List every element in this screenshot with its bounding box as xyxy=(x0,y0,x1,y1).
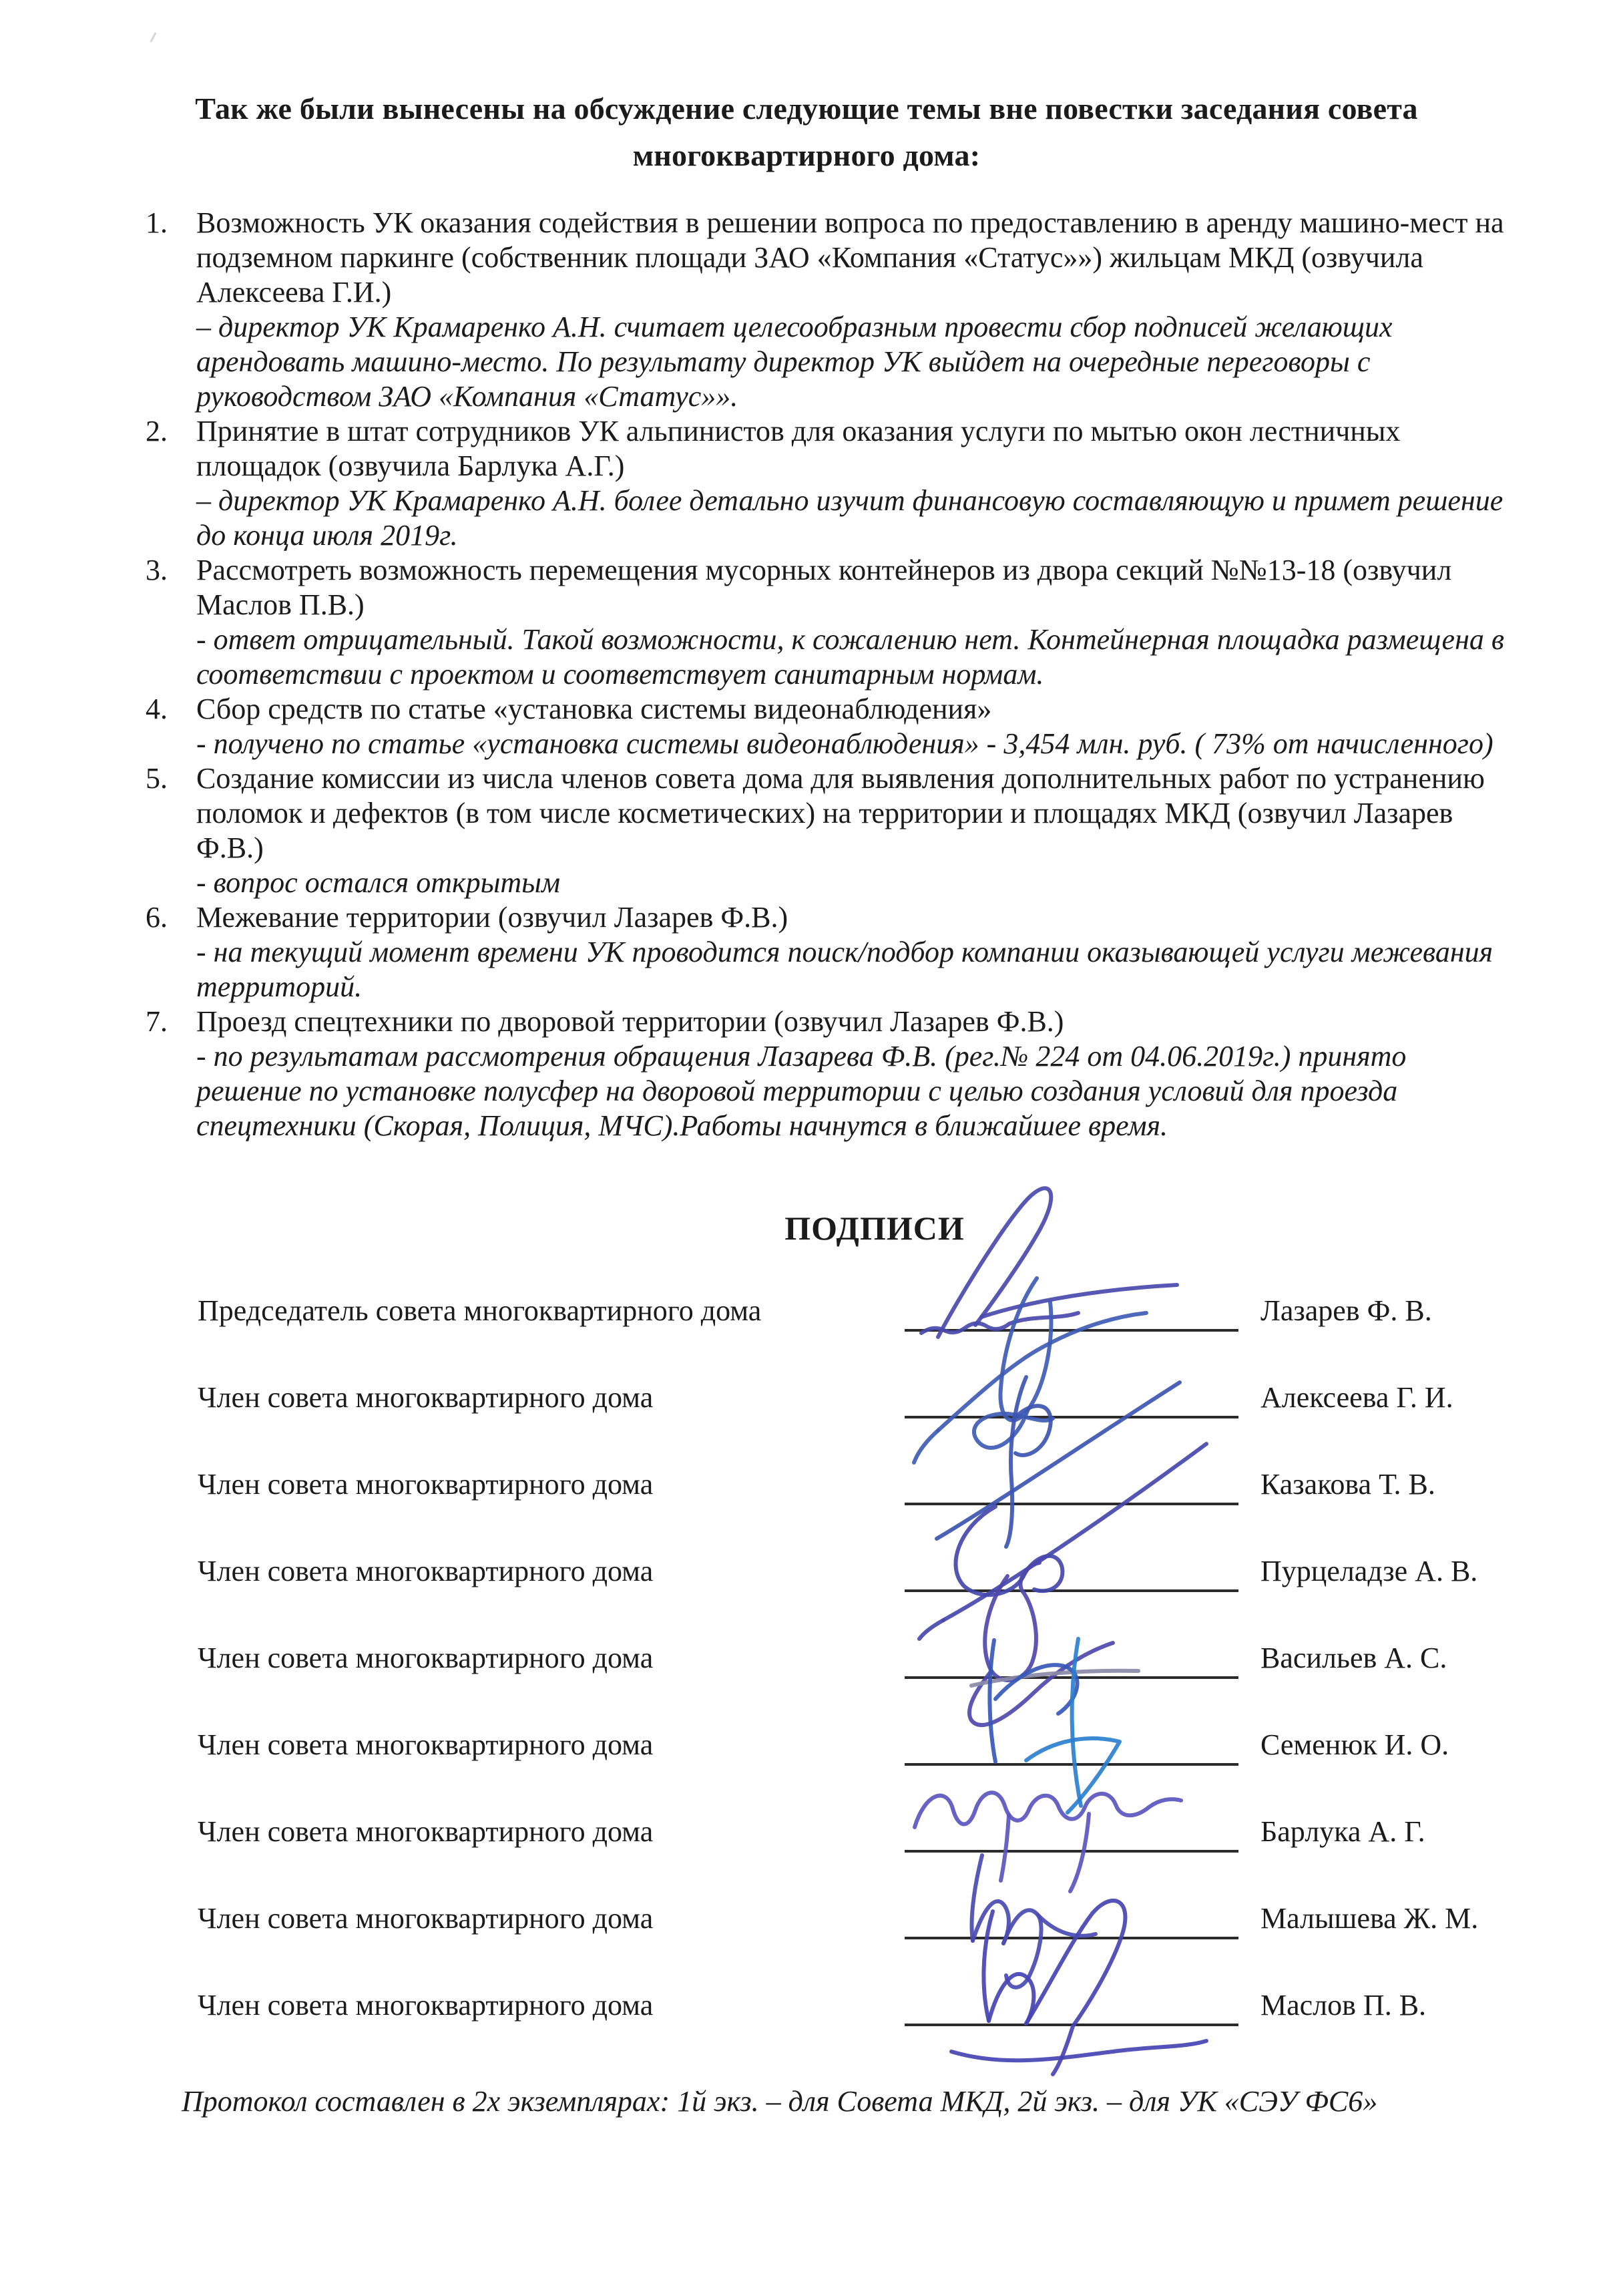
agenda-item xyxy=(146,761,1518,900)
agenda-item-response: - по результатам рассмотрения обращения Лазарева Ф.В. (рег.№ 224 от 04.06.2019г.) принято решение по установке полусфер на дворовой территории с целью создания условий для проезда спецтехники (Скорая, Полиция, МЧС).Работы начнутся в ближайшее время. xyxy=(196,1040,1407,1142)
signature-line xyxy=(905,1763,1238,1766)
signature-line xyxy=(905,1416,1238,1418)
agenda-item xyxy=(146,900,1518,1004)
agenda-item-text: Создание комиссии из числа членов совета дома для выявления дополнительных работ по устранению поломок и дефектов (в том числе косметических) на территории и площадях МКД (озвучил Лазарев Ф.В.) xyxy=(196,762,1485,864)
signer-name: Маслов П. В. xyxy=(1260,1989,1427,2022)
signature-line xyxy=(905,1589,1238,1592)
agenda-item-text: Возможность УК оказания содействия в решении вопроса по предоставлению в аренду машино-мест на подземном паркинге (собственник площади ЗАО «Компания «Статус»») жильцам МКД (озвучила Алексеева Г.И.) xyxy=(196,206,1504,309)
signature-line xyxy=(905,1329,1238,1332)
signatures-heading: ПОДПИСИ xyxy=(784,1209,965,1247)
agenda-item-response: - вопрос остался открытым xyxy=(196,866,561,899)
agenda-item-response: - получено по статье «установка системы видеонаблюдения» - 3,454 млн. руб. ( 73% от начисленного) xyxy=(196,727,1493,760)
agenda-item-text: Межевание территории (озвучил Лазарев Ф.В.) xyxy=(196,901,788,934)
signature-row xyxy=(0,1439,1613,1525)
agenda-item-number: 6. xyxy=(146,901,168,934)
page-title-line2: многоквартирного дома: xyxy=(632,138,981,172)
agenda-item xyxy=(146,692,1518,761)
agenda-item-number: 1. xyxy=(146,206,168,239)
signer-role: Член совета многоквартирного дома xyxy=(198,1728,654,1761)
agenda-item-response: – директор УК Крамаренко А.Н. считает целесообразным провести сбор подписей желающих арендовать машино-место. По результату директор УК выйдет на очередные переговоры с руководством ЗАО «Компания «Статус»». xyxy=(196,311,1393,413)
page-title xyxy=(0,0,1613,179)
page-title-line1: Так же были вынесены на обсуждение следующие темы вне повестки заседания совета xyxy=(195,91,1418,126)
signer-name: Алексеева Г. И. xyxy=(1260,1381,1453,1414)
agenda-item-text: Проезд спецтехники по дворовой территории (озвучил Лазарев Ф.В.) xyxy=(196,1005,1064,1038)
signature-line xyxy=(905,1676,1238,1679)
agenda-item-text: Принятие в штат сотрудников УК альпинистов для оказания услуги по мытью окон лестничных площадок (озвучила Барлука А.Г.) xyxy=(196,415,1401,482)
signer-role: Член совета многоквартирного дома xyxy=(198,1989,654,2022)
agenda-item-response: - ответ отрицательный. Такой возможности, к сожалению нет. Контейнерная площадка размещена в соответствии с проектом и соответствует санитарным нормам. xyxy=(196,623,1505,691)
signature-row xyxy=(0,1699,1613,1786)
signer-role: Член совета многоквартирного дома xyxy=(198,1815,654,1848)
signatures-block xyxy=(0,1265,1613,2046)
signer-role: Член совета многоквартирного дома xyxy=(198,1468,654,1501)
signer-name: Семенюк И. О. xyxy=(1260,1728,1449,1761)
copies-note: Протокол составлен в 2х экземплярах: 1й экз. – для Совета МКД, 2й экз. – для УК «СЭУ ФС6» xyxy=(182,2085,1378,2118)
signature-row xyxy=(0,1352,1613,1439)
signature-line xyxy=(905,1850,1238,1853)
signature-row xyxy=(0,1265,1613,1352)
signature-line xyxy=(905,2024,1238,2026)
signature-line xyxy=(905,1937,1238,1939)
agenda-item-number: 5. xyxy=(146,762,168,795)
signer-name: Казакова Т. В. xyxy=(1260,1468,1435,1501)
agenda-item xyxy=(146,1004,1518,1143)
signer-role: Член совета многоквартирного дома xyxy=(198,1555,654,1587)
signer-role: Член совета многоквартирного дома xyxy=(198,1642,654,1674)
signer-name: Васильев А. С. xyxy=(1260,1642,1447,1674)
signature-row xyxy=(0,1873,1613,1959)
agenda-item-response: - на текущий момент времени УК проводится поиск/подбор компании оказывающей услуги межевания территорий. xyxy=(196,936,1493,1003)
agenda-item xyxy=(146,553,1518,692)
agenda-item-number: 7. xyxy=(146,1005,168,1038)
agenda-item-number: 4. xyxy=(146,693,168,725)
agenda-item-text: Сбор средств по статье «установка системы видеонаблюдения» xyxy=(196,693,992,725)
agenda-list xyxy=(0,206,1613,1143)
signer-role: Председатель совета многоквартирного дома xyxy=(198,1294,762,1327)
signer-name: Малышева Ж. М. xyxy=(1260,1902,1479,1935)
signer-role: Член совета многоквартирного дома xyxy=(198,1381,654,1414)
signature-row xyxy=(0,1525,1613,1612)
signature-row xyxy=(0,1959,1613,2046)
agenda-item-number: 2. xyxy=(146,415,168,447)
signer-name: Пурцеладзе А. В. xyxy=(1260,1555,1478,1587)
signature-row xyxy=(0,1612,1613,1699)
signer-role: Член совета многоквартирного дома xyxy=(198,1902,654,1935)
signature-line xyxy=(905,1503,1238,1505)
agenda-item xyxy=(146,414,1518,553)
signature-row xyxy=(0,1786,1613,1873)
signer-name: Лазарев Ф. В. xyxy=(1260,1294,1432,1327)
agenda-item-number: 3. xyxy=(146,554,168,586)
agenda-item-response: – директор УК Крамаренко А.Н. более детально изучит финансовую составляющую и примет решение до конца июля 2019г. xyxy=(196,484,1504,552)
signer-name: Барлука А. Г. xyxy=(1260,1815,1425,1848)
agenda-item-text: Рассмотреть возможность перемещения мусорных контейнеров из двора секций №№13-18 (озвучил Маслов П.В.) xyxy=(196,554,1452,621)
agenda-item xyxy=(146,206,1518,414)
